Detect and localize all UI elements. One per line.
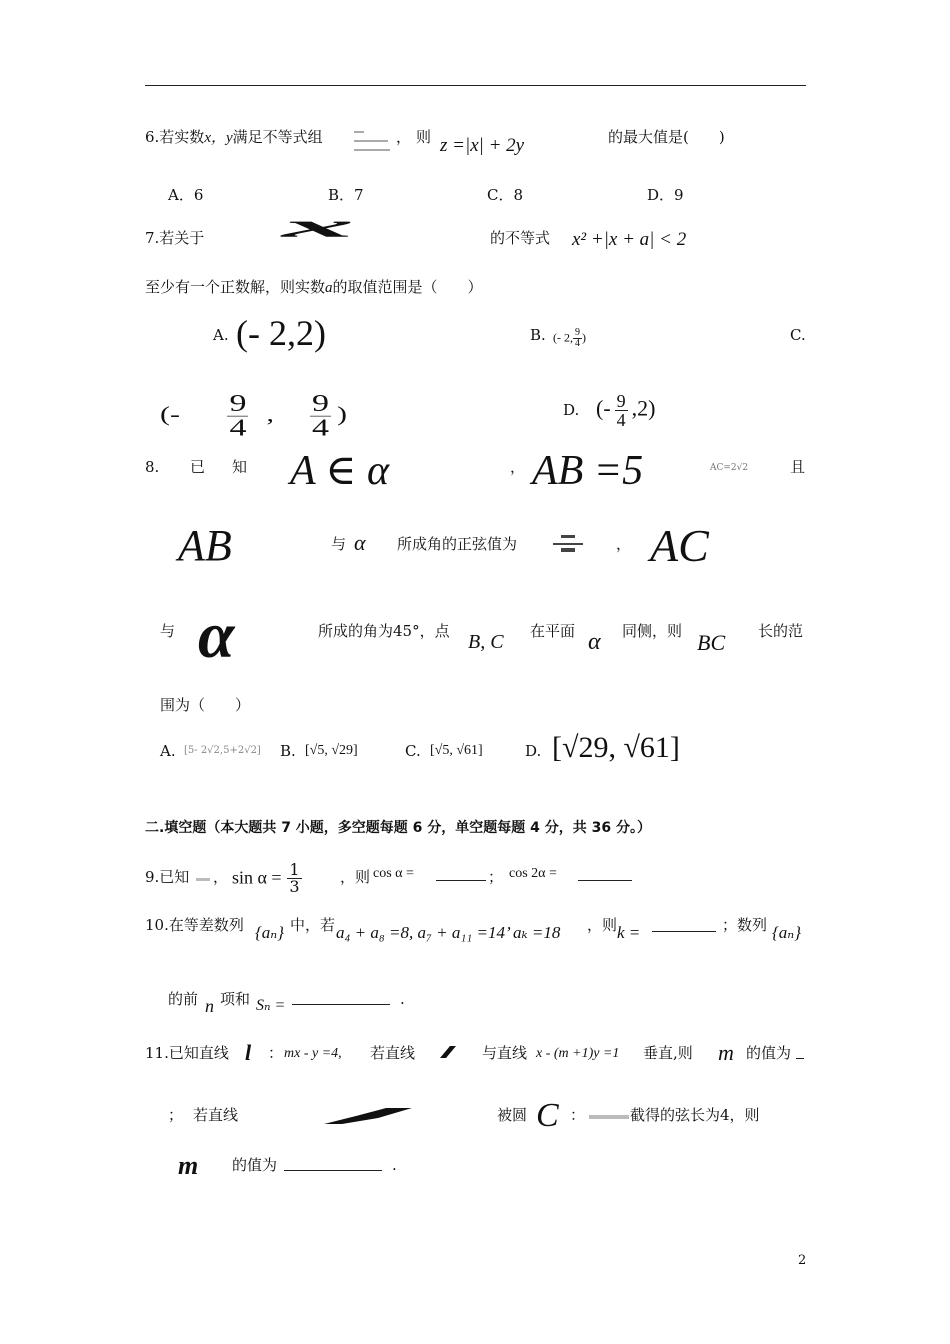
q7-c-num2: 9 [311, 390, 329, 417]
q11-circle-c: C [536, 1097, 559, 1134]
q10-dot: . [400, 990, 405, 1008]
q9-cos: cos α = [373, 866, 414, 881]
q8-opt-a-label: A. [160, 742, 176, 760]
q7-b-num: 9 [575, 327, 580, 338]
q9-condition-image [195, 870, 211, 880]
q10-mid: 中，若 [290, 916, 336, 934]
q7-a-label: A. [213, 326, 229, 344]
q6-mid: 满足不等式组 [232, 128, 323, 146]
q11-beiyuan: 被圆 [497, 1106, 528, 1124]
q9-num: 1 [289, 860, 300, 879]
q7-d-label: D. [563, 401, 580, 419]
q8-expr2: AB =5 [532, 448, 644, 494]
q7-mid: 的不等式 [490, 229, 551, 247]
q7-c-comma: , [266, 402, 274, 426]
q8-line-end: 围为（ ） [160, 696, 251, 714]
q7-c-right: ) [336, 402, 347, 426]
q7-d-num: 9 [616, 391, 626, 411]
section-2-title: 二.填空题（本大题共 7 小题，多空题每题 6 分，单空题每题 4 分，共 36 分。） [145, 820, 652, 836]
q8-opt-b-label: B. [280, 742, 296, 760]
q7-b-right: ) [582, 330, 586, 345]
q11-ruo: 若直线 [193, 1106, 239, 1124]
q11-eq2: x - (m +1)y =1 [536, 1046, 620, 1061]
q7-d-value [596, 392, 655, 429]
q9-comma: ， [213, 868, 229, 886]
q7-c-num1: 9 [229, 390, 247, 417]
q8-comma: ， [616, 535, 632, 553]
q8-sine-fraction-image [551, 533, 585, 555]
q9-semi: ； [488, 868, 504, 886]
q8-yi: 已 [190, 458, 206, 476]
q8-bc: BC [697, 630, 726, 655]
q8-text3: 在平面 [530, 622, 576, 640]
q7-b-value [553, 328, 586, 349]
q7-b-den: 4 [575, 338, 580, 349]
q11-val: 的值为 [746, 1044, 792, 1062]
q8-alpha: α [354, 530, 366, 555]
q11-prefix: 11.已知直线 [145, 1044, 229, 1062]
q8-text2: 所成的角为45°，点 [318, 622, 450, 640]
q8-alpha2: α [588, 629, 601, 655]
q11-m: m [718, 1040, 734, 1065]
q8-expr1: A ∈ α [290, 448, 390, 494]
q7-big-x: x [282, 207, 354, 244]
q7-d-left: (- [596, 395, 611, 421]
q10-an2: {aₙ} [772, 923, 801, 942]
q6-prefix: 6.若实数 [145, 128, 205, 146]
q8-text1: 所成角的正弦值为 [397, 535, 518, 553]
q10-prefix: 10.在等差数列 [145, 916, 244, 934]
q10-line2b: 项和 [220, 990, 251, 1008]
q7-c-value [160, 392, 347, 440]
q9-cos2: cos 2α = [509, 866, 557, 881]
q10-k: k = [617, 923, 641, 942]
q11-semi: ； [168, 1106, 184, 1124]
q10-sn: Sₙ = [256, 997, 286, 1014]
q7-line2-end: 的取值范围是（ ） [332, 278, 483, 296]
q10-n: n [205, 996, 214, 1016]
q11-mid2: 与直线 [482, 1044, 528, 1062]
q7-d-den: 4 [616, 410, 626, 430]
q11-mid: 若直线 [370, 1044, 416, 1062]
q11-colon: ： [268, 1044, 284, 1062]
q7-c-den1: 4 [229, 415, 247, 441]
q9-prefix: 9.已知 [145, 868, 190, 886]
q11-line-image-2 [322, 1106, 414, 1126]
header-rule [145, 85, 806, 86]
q11-circle-equation-image [588, 1108, 630, 1120]
q8-bc-points: B, C [468, 631, 504, 653]
q11-eq1: mx - y =4, [284, 1046, 342, 1061]
q6-expr: z =|x| + 2y [440, 135, 525, 156]
q7-a: a [325, 280, 333, 296]
q8-opt-a: [5- 2√2,5+2√2] [184, 745, 261, 756]
page-number: 2 [798, 1253, 807, 1268]
q11-colon2: ： [570, 1106, 586, 1124]
q8-opt-b: [√5, √29] [305, 743, 358, 758]
q7-inequality: x² +|x + a| < 2 [572, 229, 687, 250]
q11-blank2[interactable] [284, 1156, 382, 1171]
q10-an: {aₙ} [255, 923, 284, 942]
q9-blank1[interactable] [436, 866, 486, 881]
q8-yu: 与 [331, 535, 347, 553]
q7-b-label: B. [530, 326, 546, 344]
q11-chord: 截得的弦长为4，则 [630, 1106, 760, 1124]
q8-sep: ， [510, 458, 526, 476]
q8-alpha-big: α [198, 599, 235, 672]
q6-option-d: D．9 [647, 186, 684, 204]
q6-then: 则 [416, 128, 432, 146]
q6-comma: ， [396, 128, 412, 146]
q6-vars: x，y [204, 130, 233, 146]
q8-text5: 长的范 [758, 622, 804, 640]
q6-option-a: A．6 [168, 186, 204, 204]
q11-perp: 垂直,则 [643, 1044, 693, 1062]
q9-then: ，则 [340, 868, 371, 886]
q6-inequality-system-image [352, 128, 392, 158]
q7-d-right: ,2) [631, 395, 656, 421]
q8-ac: AC [650, 520, 709, 571]
q9-blank2[interactable] [578, 866, 632, 881]
q6-suffix: 的最大值是( ) [608, 128, 725, 146]
q11-blank1[interactable] [796, 1044, 804, 1059]
q10-blank-k[interactable] [652, 917, 716, 932]
q8-zhi: 知 [232, 458, 248, 476]
q8-opt-d-label: D. [525, 742, 542, 760]
q7-a-value: (- 2,2) [236, 313, 326, 353]
q7-c-label: C. [790, 326, 806, 344]
q9-sin [232, 862, 302, 895]
q8-expr3: AC=2√2 [710, 463, 749, 473]
q10-line2: 的前 [168, 990, 199, 1008]
q7-c-den2: 4 [311, 415, 329, 441]
q11-dot: . [392, 1156, 397, 1174]
q11-l: l [245, 1040, 252, 1065]
q8-qie: 且 [790, 458, 806, 476]
q9-den: 3 [289, 877, 300, 896]
q7-c-left: (- [160, 402, 180, 426]
q8-num: 8. [145, 458, 160, 476]
q7-b-left: (- 2, [553, 330, 573, 345]
q10-semi: ；数列 [722, 916, 768, 934]
q8-ab: AB [178, 521, 232, 570]
q11-m2: m [178, 1151, 199, 1180]
q7-line2-text: 至少有一个正数解，则实数 [145, 278, 326, 296]
q6-line [145, 128, 323, 147]
q6-option-c: C．8 [487, 186, 524, 204]
q10-blank-sn[interactable] [292, 990, 390, 1005]
q6-option-b: B．7 [328, 186, 364, 204]
q8-text4: 同侧，则 [622, 622, 683, 640]
q10-then: ，则 [587, 916, 618, 934]
q10-condition: a₄ + a₈ =8, a₇ + a₁₁ =14’ aₖ =18 [336, 923, 561, 942]
q7-prefix: 7.若关于 [145, 229, 205, 247]
q11-line-image [438, 1044, 458, 1060]
q8-opt-c: [√5, √61] [430, 743, 483, 758]
q11-val2: 的值为 [232, 1156, 278, 1174]
q8-yu2: 与 [160, 622, 176, 640]
q7-line2 [145, 278, 483, 297]
q8-opt-c-label: C. [405, 742, 421, 760]
q8-opt-d: [√29, √61] [552, 731, 680, 764]
q9-sin-expr: sin α = [232, 867, 282, 888]
